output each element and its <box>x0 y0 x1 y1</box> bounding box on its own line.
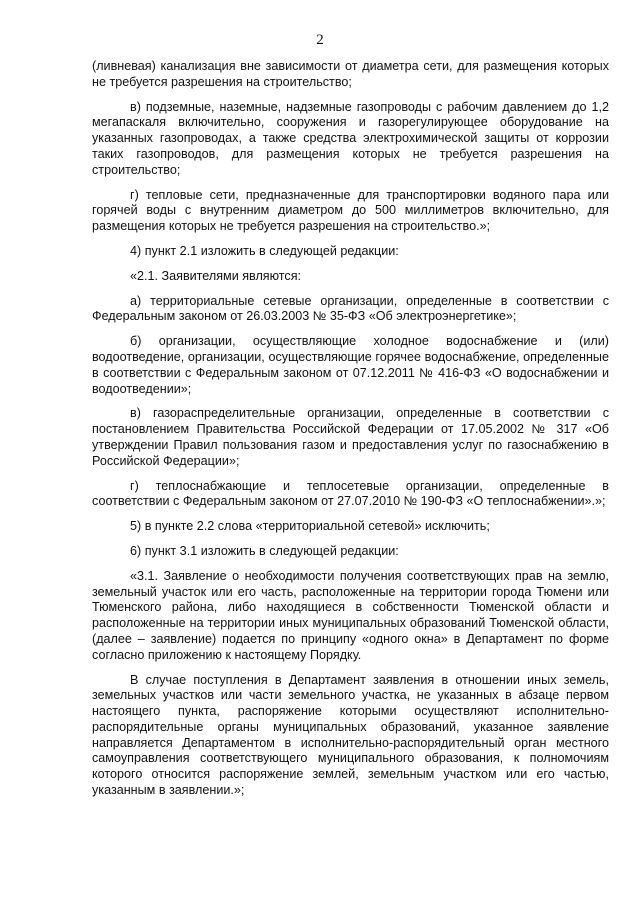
paragraph-item-4: 4) пункт 2.1 изложить в следующей редакции: <box>130 243 399 258</box>
paragraph-heat-networks: г) тепловые сети, предназначенные для транспортировки водяного пара или горячей воды с внутренним диаметром до 500 миллиметров включительно, для размещения которых не требуется разрешения на строительство.»; <box>92 187 609 234</box>
paragraph-applicant-d: г) теплоснабжающие и теплосетевые организации, определенные в соответствии с Федеральным законом от 27.07.2010 № 190-ФЗ «О теплоснабжении».»; <box>92 478 609 509</box>
page-number: 2 <box>316 32 324 48</box>
paragraph-applicant-a: а) территориальные сетевые организации, определенные в соответствии с Федеральным законом от 26.03.2003 № 35-ФЗ «Об электроэнергетике»; <box>92 293 609 324</box>
paragraph-item-5: 5) в пункте 2.2 слова «территориальной сетевой» исключить; <box>130 519 490 534</box>
paragraph-item-6: 6) пункт 3.1 изложить в следующей редакции: <box>130 543 399 558</box>
paragraph-applicant-c: в) газораспределительные организации, определенные в соответствии с постановлением Правительства Российской Федерации от 17.05.2002 № 317 «Об утверждении Правил пользования газом и предоставления услуг по газоснабжению в Российской Федерации»; <box>92 406 609 468</box>
paragraph-gas-pipelines: в) подземные, наземные, надземные газопроводы с рабочим давлением до 1,2 мегапаскаля включительно, сооружения и газорегулирующее оборудование на указанных газопроводах, а также средства электрохимической защиты от коррозии таких газопроводов, для размещения которых не требуется разрешения на строительство; <box>92 99 609 177</box>
paragraph-clause-2-1-heading: «2.1. Заявителями являются: <box>130 268 302 283</box>
document-body <box>92 59 609 808</box>
paragraph-applicant-b: б) организации, осуществляющие холодное водоснабжение и (или) водоотведение, организации, осуществляющие горячее водоснабжение, определенные в соответствии с Федеральным законом от 07.12.2011 № 416-ФЗ «О водоснабжении и водоотведении»; <box>92 334 609 396</box>
paragraph-clause-3-1-other-lands: В случае поступления в Департамент заявления в отношении иных земель, земельных участков или части земельного участка, не указанных в абзаце первом настоящего пункта, распоряжение которыми осуществляют исполнительно-распорядительные органы муниципальных образований, указанное заявление направляется Департаментом в исполнительно-распорядительный орган местного самоуправления соответствующего муниципального образования, к полномочиям которого относится распоряжение землей, земельным участком или его частью, указанным в заявлении.»; <box>92 672 609 798</box>
paragraph-clause-3-1: «3.1. Заявление о необходимости получения соответствующих прав на землю, земельный участок или его часть, расположенные на территории города Тюмени или Тюменского района, либо находящиеся в собственности Тюменской области и расположенные на территории иных муниципальных образований Тюменской области, (далее – заявление) подается по принципу «одного окна» в Департамент по форме согласно приложению к настоящему Порядку. <box>92 568 609 662</box>
paragraph-stormwater-sewer: (ливневая) канализация вне зависимости от диаметра сети, для размещения которых не требуется разрешения на строительство; <box>92 59 609 89</box>
